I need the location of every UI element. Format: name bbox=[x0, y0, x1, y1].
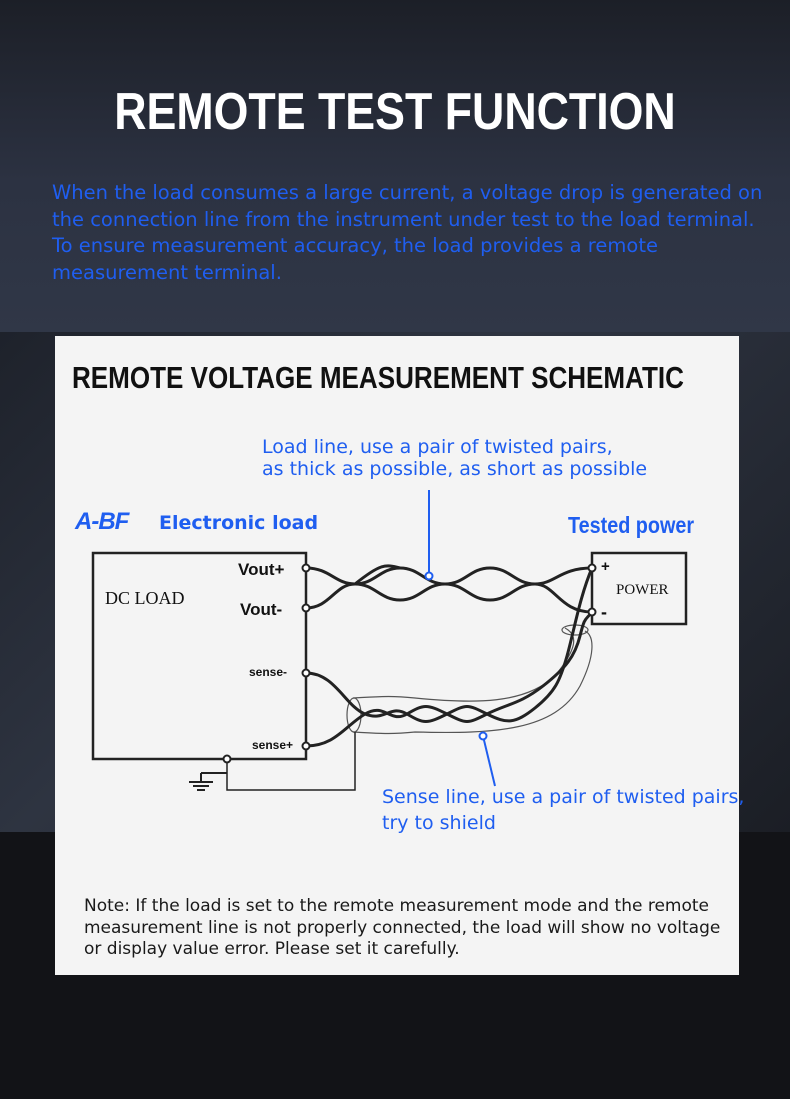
schematic-diagram bbox=[55, 336, 739, 975]
sense-line-pointer-dot bbox=[480, 733, 487, 740]
page-title: REMOTE TEST FUNCTION bbox=[114, 83, 676, 141]
vout-plus-label: Vout+ bbox=[238, 560, 285, 579]
dc-load-box bbox=[93, 553, 306, 759]
dc-load-label: DC LOAD bbox=[105, 588, 185, 608]
sense-line-note bbox=[382, 784, 744, 836]
power-label: POWER bbox=[616, 582, 669, 598]
sense-line-pointer bbox=[483, 736, 495, 786]
load-line-note-line1: Load line, use a pair of twisted pairs, bbox=[262, 436, 613, 458]
power-plus-label: + bbox=[601, 558, 610, 575]
load-line-note bbox=[262, 436, 647, 480]
tested-power-label: Tested power bbox=[568, 512, 695, 538]
load-line-pointer-dot bbox=[426, 573, 433, 580]
sense-twisted-pair bbox=[306, 568, 592, 746]
brand-label: Electronic load bbox=[159, 512, 319, 534]
schematic-card bbox=[55, 336, 745, 975]
sense-line-note-line2: try to shield bbox=[382, 812, 496, 834]
load-twisted-pair bbox=[306, 566, 592, 612]
load-line-note-line2: as thick as possible, as short as possible bbox=[262, 458, 648, 480]
schematic-title: REMOTE VOLTAGE MEASUREMENT SCHEMATIC bbox=[72, 360, 684, 395]
sense-line-note-line1: Sense line, use a pair of twisted pairs, bbox=[382, 786, 745, 808]
shield-tube-top bbox=[353, 628, 574, 701]
sense-minus-label: sense- bbox=[249, 665, 288, 679]
intro-text: When the load consumes a large current, a voltage drop is generated on the connection line from the instrument under test to the load terminal. To ensure measurement accuracy, the load provides a remote measurement terminal. bbox=[52, 181, 763, 284]
warning-note: Note: If the load is set to the remote measurement mode and the remote measurement line is not properly connected, the load will show no voltage or display value error. Please set it carefully. bbox=[84, 896, 721, 959]
ground-symbol bbox=[189, 773, 227, 790]
power-minus-label: - bbox=[601, 602, 607, 622]
brand-logo: A-BF bbox=[75, 508, 129, 535]
vout-minus-label: Vout- bbox=[240, 600, 283, 619]
sense-plus-label: sense+ bbox=[252, 738, 294, 752]
